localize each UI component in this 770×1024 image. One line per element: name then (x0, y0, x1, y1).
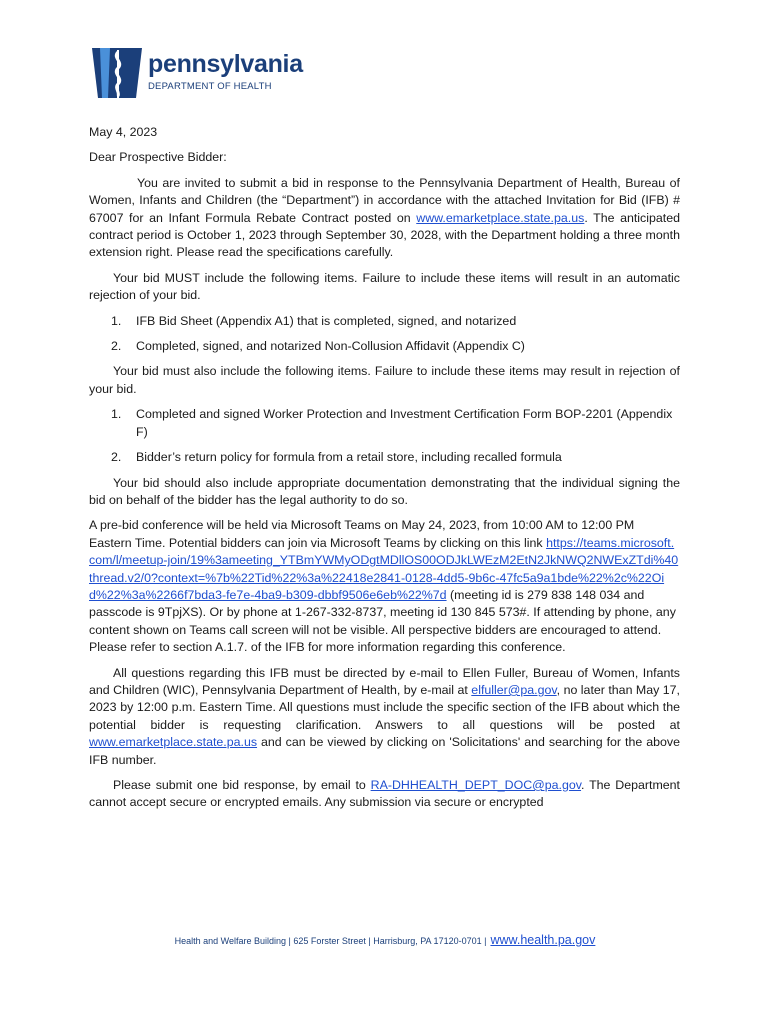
list-item: 2. Completed, signed, and notarized Non-Collusion Affidavit (Appendix C) (111, 339, 525, 354)
emarketplace-link-2[interactable]: www.emarketplace.state.pa.us (89, 735, 258, 750)
footer-website-link[interactable]: www.health.pa.gov (490, 933, 596, 947)
additional-items-list (89, 406, 680, 466)
pa-health-logo (90, 44, 303, 100)
paragraph-questions: All questions regarding this IFB must be directed by e-mail to Ellen Fuller, Bureau of Women, Infants and Children (WIC), Pennsylvania Department of Health, by e-mail at elfuller@pa.gov, no later than May 17, 2023 by 12:00 p.m. Eastern Time. All questions must include the specific section of the IFB about which the potential bidder is requesting clarification. Answers to all questions will be posted at www.emarketplace.state.pa.us and can be viewed by clicking on 'Solicitations' and searching for the above IFB number. (89, 665, 680, 767)
paragraph-must-include: Your bid MUST include the following items. Failure to include these items will result in an automatic rejection of your bid. (89, 270, 680, 303)
emarketplace-link[interactable]: www.emarketplace.state.pa.us (416, 210, 585, 225)
contact-email-link[interactable]: elfuller@pa.gov (471, 682, 557, 697)
teams-meeting-link[interactable]: https://teams.microsoft.com/l/meetup-join/19%3ameeting_YTBmYWMyODgtMDllOS00ODJkLWEzM2EtN2JkNWQ2NWExZTdi%40thread.v2/0?context=%7b%22Tid%22%3a%22418e2841-0128-4dd5-9b6c-47fc5a9a1bde%22%2c%22Oid%22%3a%2266f7bda3-fe7e-4ba9-b309-dbbf9506e6eb%22%7d (89, 535, 679, 602)
paragraph-also-include: Your bid must also include the following items. Failure to include these items may result in rejection of your bid. (89, 364, 680, 396)
logo-department: DEPARTMENT OF HEALTH (148, 81, 272, 92)
salutation: Dear Prospective Bidder: (89, 150, 227, 165)
paragraph-invitation: You are invited to submit a bid in response to the Pennsylvania Department of Health, Bureau of Women, Infants and Children (the “Department”) in accordance with the attached Invitation for Bid (IFB) # 67007 for an Infant Formula Rebate Contract posted on www.emarketplace.state.pa.us. The anticipated contract period is October 1, 2023 through September 30, 2028, with the Department holding a three month extension right. Please read the specifications carefully. (89, 175, 681, 260)
list-item: 1. IFB Bid Sheet (Appendix A1) that is completed, signed, and notarized (111, 313, 517, 328)
letter-body (89, 124, 680, 820)
letter-date: May 4, 2023 (89, 125, 158, 139)
logo-wordmark: pennsylvania (148, 50, 303, 78)
submission-email-link[interactable]: RA-DHHEALTH_DEPT_DOC@pa.gov (370, 778, 582, 792)
paragraph-conference: A pre-bid conference will be held via Microsoft Teams on May 24, 2023, from 10:00 AM to 12:00 PM Eastern Time. Potential bidders can join via Microsoft Teams by clicking on this link https://teams.microsoft.com/l/meetup-join/19%3ameeting_YTBmYWMyODgtMDllOS00ODJkLWEzM2EtN2JkNWQ2NWExZTdi%40thread.v2/0?context=%7b%22Tid%22%3a%22418e2841-0128-4dd5-9b6c-47fc5a9a1bde%22%2c%22Oid%22%3a%2266f7bda3-fe7e-4ba9-b309-dbbf9506e6eb%22%7d (meeting id is 279 838 148 034 and passcode is 9TpjXS). Or by phone at 1-267-332-8737, meeting id 130 845 573#. If attending by phone, any content shown on Teams call screen will not be visible. All perspective bidders are encouraged to attend. Please refer to section A.1.7. of the IFB for more information regarding this conference. (89, 518, 679, 655)
page-footer (0, 933, 770, 947)
keystone-icon (90, 44, 144, 100)
footer-address: Health and Welfare Building | 625 Forster Street | Harrisburg, PA 17120-0701 | (174, 936, 487, 946)
required-items-list (89, 313, 680, 356)
paragraph-submission: Please submit one bid response, by email to RA-DHHEALTH_DEPT_DOC@pa.gov. The Department cannot accept secure or encrypted emails. Any submission via secure or encrypted (89, 778, 680, 810)
list-item: 1. Completed and signed Worker Protection and Investment Certification Form BOP-2201 (Appendix F) (111, 407, 673, 439)
list-item: 2. Bidder’s return policy for formula from a retail store, including recalled formula (111, 450, 562, 465)
paragraph-authority: Your bid should also include appropriate documentation demonstrating that the individual signing the bid on behalf of the bidder has the legal authority to do so. (89, 475, 680, 507)
